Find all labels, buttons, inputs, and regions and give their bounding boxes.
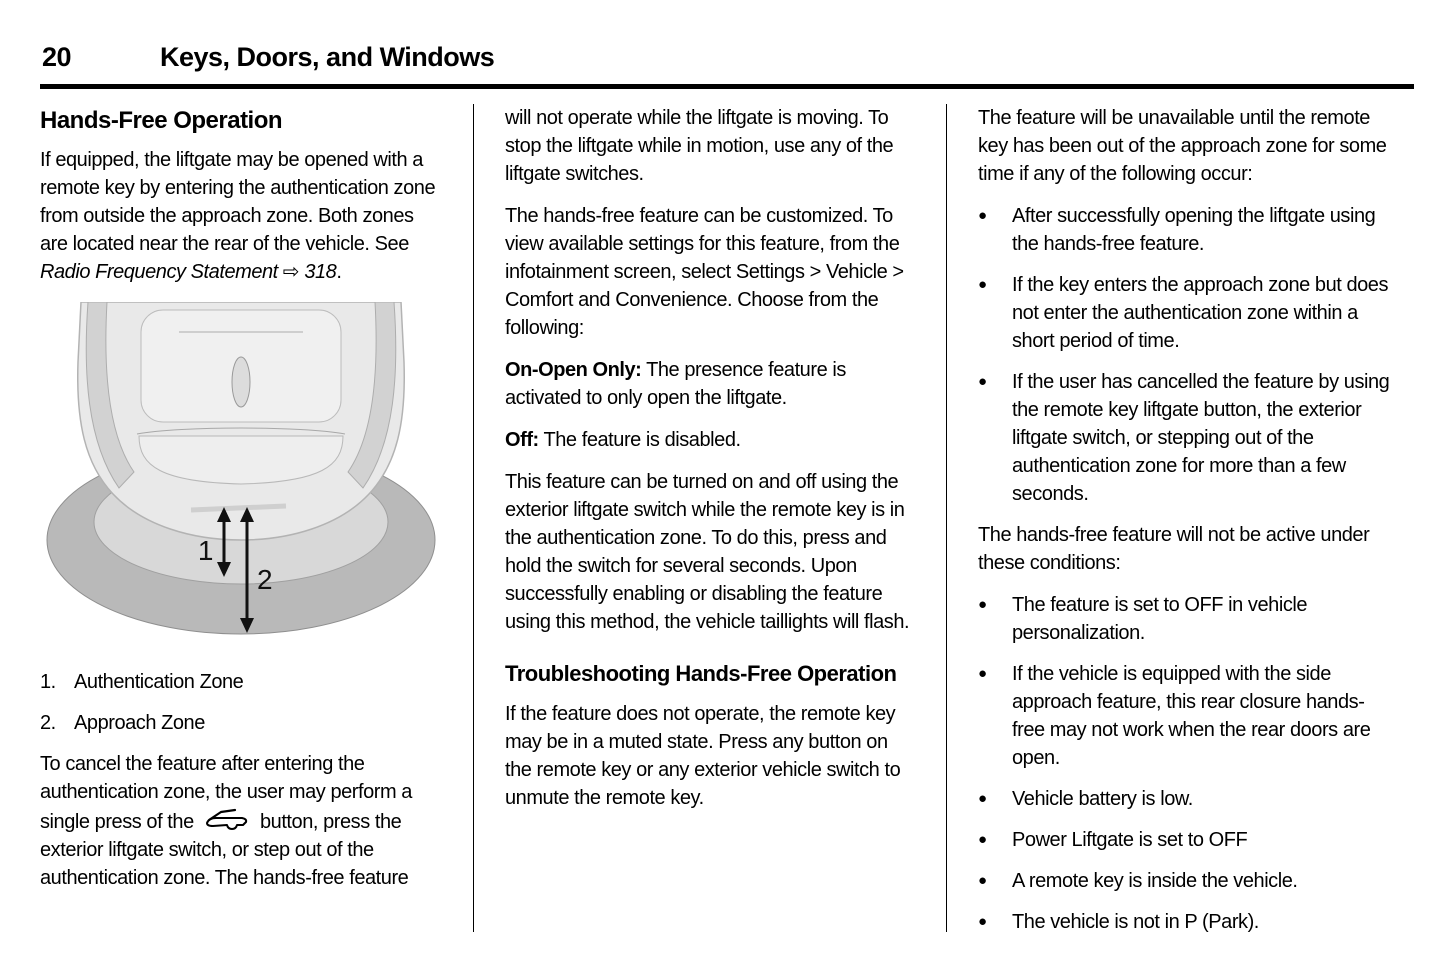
bullet-text: If the vehicle is equipped with the side approach feature, this rear closure hands-free may not work when the rear doors are open. bbox=[1012, 663, 1371, 769]
legend-item bbox=[40, 668, 442, 696]
bullet-item bbox=[978, 368, 1394, 508]
paragraph-text: If equipped, the liftgate may be opened with a remote key by entering the authentication zone from outside the approach zone. Both zones are located near the rear of the vehicle. See bbox=[40, 149, 436, 255]
columns-container bbox=[40, 104, 1394, 949]
setting-term: On-Open Only: bbox=[505, 359, 642, 381]
bullet-icon: ● bbox=[978, 790, 987, 807]
column-right bbox=[978, 104, 1394, 949]
bullet-icon: ● bbox=[978, 373, 987, 390]
setting-definition bbox=[505, 356, 915, 412]
bullet-item bbox=[978, 660, 1394, 772]
bullet-text: The feature is set to OFF in vehicle personalization. bbox=[1012, 594, 1308, 644]
bullet-text: After successfully opening the liftgate using the hands-free feature. bbox=[1012, 205, 1376, 255]
bullet-item bbox=[978, 826, 1394, 854]
bullet-icon: ● bbox=[978, 913, 987, 930]
cross-reference-arrow-icon: ⇨ bbox=[277, 261, 305, 283]
bullet-icon: ● bbox=[978, 831, 987, 848]
legend-label: Authentication Zone bbox=[74, 671, 244, 693]
paragraph bbox=[40, 750, 442, 892]
setting-description: The feature is disabled. bbox=[538, 429, 741, 451]
section-heading: Hands-Free Operation bbox=[40, 107, 283, 134]
bullet-text: If the user has cancelled the feature by using the remote key liftgate button, the exterior liftgate switch, or stepping out of the authentication zone for more than a few seconds. bbox=[1012, 371, 1390, 505]
bullet-text: Power Liftgate is set to OFF bbox=[1012, 829, 1248, 851]
paragraph: The hands-free feature can be customized. To view available settings for this feature, from the infotainment screen, select Settings > Vehicle > Comfort and Convenience. Choose from the following: bbox=[505, 205, 904, 339]
paragraph-text: To cancel the feature after entering the authentication zone, the user may perform a single press of the bbox=[40, 753, 412, 833]
bullet-text: A remote key is inside the vehicle. bbox=[1012, 870, 1298, 892]
bullet-item bbox=[978, 785, 1394, 813]
paragraph bbox=[40, 146, 442, 286]
zone1-label: 1 bbox=[197, 535, 213, 566]
paragraph: The hands-free feature will not be active under these conditions: bbox=[978, 524, 1370, 574]
bullet-icon: ● bbox=[978, 207, 987, 224]
bullet-icon: ● bbox=[978, 276, 987, 293]
paragraph: This feature can be turned on and off using the exterior liftgate switch while the remote key is in the authentication zone. To do this, press and hold the switch for several seconds. Upon successfully enabling or disabling the feature using this method, the vehicle taillights will flash. bbox=[505, 471, 910, 633]
bullet-item bbox=[978, 908, 1394, 936]
setting-description: The presence feature is activated to only open the liftgate. bbox=[505, 359, 846, 409]
paragraph-text: . bbox=[336, 261, 342, 283]
bullet-text: The vehicle is not in P (Park). bbox=[1012, 911, 1259, 933]
legend-number: 1. bbox=[40, 671, 56, 693]
bullet-item bbox=[978, 271, 1394, 355]
setting-definition bbox=[505, 426, 915, 454]
chapter-title: Keys, Doors, and Windows bbox=[160, 42, 495, 72]
column-middle bbox=[505, 104, 915, 826]
bullet-icon: ● bbox=[978, 665, 987, 682]
subsection-heading: Troubleshooting Hands-Free Operation bbox=[505, 661, 897, 686]
bullet-item bbox=[978, 591, 1394, 647]
zone2-label: 2 bbox=[257, 564, 273, 595]
header-rule bbox=[40, 84, 1414, 89]
paragraph: will not operate while the liftgate is moving. To stop the liftgate while in motion, use any of the liftgate switches. bbox=[505, 107, 894, 185]
page-number: 20 bbox=[42, 42, 72, 72]
legend-item bbox=[40, 709, 442, 737]
legend-number: 2. bbox=[40, 712, 56, 734]
vehicle-rear-top-view-illustration bbox=[40, 302, 442, 642]
bullet-icon: ● bbox=[978, 596, 987, 613]
column-left bbox=[40, 104, 442, 906]
cross-reference-title: Radio Frequency Statement bbox=[40, 261, 278, 283]
bullet-item bbox=[978, 867, 1394, 895]
column-divider bbox=[473, 104, 474, 932]
paragraph-text: button, press the exterior liftgate switch, or step out of the authentication zone. The hands-free feature bbox=[40, 811, 409, 889]
legend-label: Approach Zone bbox=[74, 712, 205, 734]
liftgate-open-button-icon bbox=[202, 806, 252, 834]
paragraph: If the feature does not operate, the remote key may be in a muted state. Press any button on the remote key or any exterior vehicle switch to unmute the remote key. bbox=[505, 703, 901, 809]
bullet-text: If the key enters the approach zone but does not enter the authentication zone within a short period of time. bbox=[1012, 274, 1389, 352]
bullet-text: Vehicle battery is low. bbox=[1012, 788, 1193, 810]
cross-reference-page: 318 bbox=[304, 261, 337, 283]
bullet-item bbox=[978, 202, 1394, 258]
figure-legend bbox=[40, 668, 442, 737]
setting-term: Off: bbox=[505, 429, 539, 451]
bullet-icon: ● bbox=[978, 872, 987, 889]
liftgate-zones-figure bbox=[40, 302, 442, 650]
column-divider bbox=[946, 104, 947, 932]
paragraph: The feature will be unavailable until the remote key has been out of the approach zone for some time if any of the following occur: bbox=[978, 107, 1387, 185]
